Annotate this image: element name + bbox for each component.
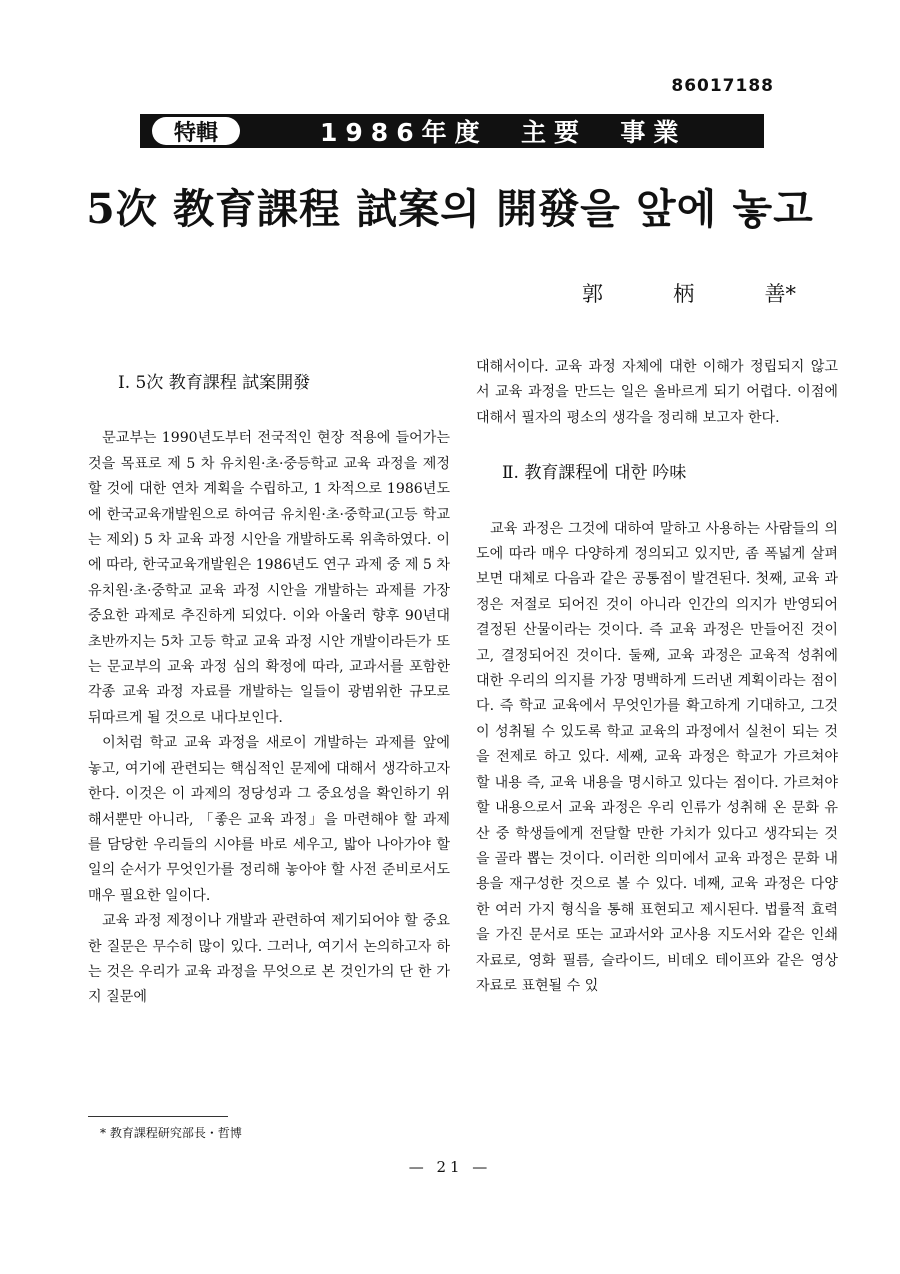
footnote-divider <box>88 1116 228 1117</box>
paragraph-continued: 대해서이다. 교육 과정 자체에 대한 이해가 정립되지 않고서 교육 과정을 만드는 일은 올바르게 되기 어렵다. 이점에 대해서 필자의 평소의 생각을 정리해 보고자 한다. <box>476 359 838 426</box>
article-title: 5次 教育課程 試案의 開發을 앞에 놓고 <box>86 185 814 233</box>
document-id: 86017188 <box>671 76 774 96</box>
left-column <box>88 371 450 1011</box>
author-char-3: 善* <box>764 282 796 306</box>
paragraph: 문교부는 1990년도부터 전국적인 현장 적용에 들어가는 것을 목표로 제 5 차 유치원·초·중등학교 교육 과정을 제정할 것에 대한 연차 계획을 수립하고, 1 차적으로 1986년도에 한국교육개발원으로 하여금 유치원·초·중학교(고등 학교는 제외) 5 차 교육 과정 시안을 개발하도록 위촉하였다. 이에 따라, 한국교육개발원은 1986년도 연구 과제 중 제 5 차 유치원·초·중학교 교육 과정 시안을 개발하는 과제를 가장 중요한 과제로 추진하게 되었다. 이와 아울러 향후 90년대 초반까지는 5차 고등 학교 교육 과정 시안 개발이라든가 또는 문교부의 교육 과정 심의 확정에 따라, 교과서를 포함한 각종 교육 과정 자료를 개발하는 일들이 광범위한 규모로 뒤따르게 될 것으로 내다보인다. <box>88 430 450 726</box>
banner-title: 1986年度 主要 事業 <box>320 118 687 147</box>
banner-tag: 特輯 <box>152 117 240 145</box>
paragraph: 교육 과정 제정이나 개발과 관련하여 제기되어야 할 중요한 질문은 무수히 많이 있다. 그러나, 여기서 논의하고자 하는 것은 우리가 교육 과정을 무엇으로 본 것인가의 단 한 가지 질문에 <box>88 913 450 1006</box>
right-column <box>476 355 838 999</box>
author-char-1: 郭 <box>582 282 603 306</box>
section-banner <box>140 114 764 148</box>
paragraph: 이처럼 학교 교육 과정을 새로이 개발하는 과제를 앞에 놓고, 여기에 관련되는 핵심적인 문제에 대해서 생각하고자 한다. 이것은 이 과제의 정당성과 그 중요성을 확인하기 위해서뿐만 아니라, 「좋은 교육 과정」을 마련해야 할 과제를 담당한 우리들의 시야를 바로 세우고, 밟아 나아가야 할 일의 순서가 무엇인가를 정리해 놓아야 할 사전 준비로서도 매우 필요한 일이다. <box>88 735 450 904</box>
paragraph: 교육 과정은 그것에 대하여 말하고 사용하는 사람들의 의도에 따라 매우 다양하게 정의되고 있지만, 좀 폭넓게 살펴보면 대체로 다음과 같은 공통점이 발견된다. 첫째, 교육 과정은 저절로 되어진 것이 아니라 인간의 의지가 반영되어 결정된 산물이라는 것이다. 즉 교육 과정은 만들어진 것이고, 결정되어진 것이다. 둘째, 교육 과정은 교육적 성취에 대한 우리의 의지를 가장 명백하게 드러낸 계획이라는 점이다. 즉 학교 교육에서 무엇인가를 확고하게 기대하고, 그것이 성취될 수 있도록 학교 교육의 과정에서 실천이 되는 것을 전제로 하고 있다. 세째, 교육 과정은 학교가 가르쳐야 할 내용 즉, 교육 내용을 명시하고 있다는 점이다. 가르쳐야 할 내용으로서 교육 과정은 우리 인류가 성취해 온 문화 유산 중 학생들에게 전달할 만한 가치가 있다고 생각되는 것을 골라 뽑는 것이다. 이러한 의미에서 교육 과정은 문화 내용을 재구성한 것으로 볼 수 있다. 네째, 교육 과정은 다양한 여러 가지 형식을 통해 표현되고 제시된다. 법률적 효력을 가진 문서로 또는 교과서와 교사용 지도서와 같은 인쇄 자료로, 영화 필름, 슬라이드, 비데오 테이프와 같은 영상 자료로 표현될 수 있 <box>476 520 838 994</box>
page-number: — 21 — <box>408 1158 492 1176</box>
section-heading-1: Ⅰ. 5次 教育課程 試案開發 <box>118 373 311 393</box>
section-heading-2: Ⅱ. 教育課程에 대한 吟味 <box>502 463 687 484</box>
author-char-2: 柄 <box>673 282 695 306</box>
author <box>582 278 796 308</box>
footnote: * 教育課程研究部長・哲博 <box>100 1126 242 1140</box>
